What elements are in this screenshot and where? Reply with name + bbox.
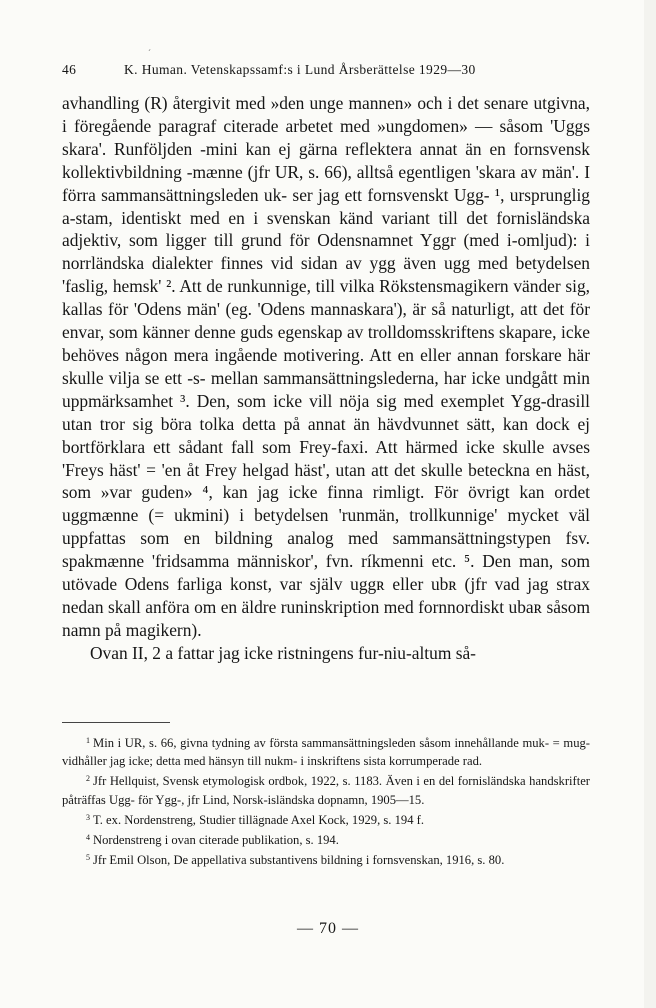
footnote	[62, 849, 590, 869]
footnote-mark: 2	[86, 774, 90, 784]
footnote	[62, 809, 590, 829]
paragraph-main: avhandling (R) återgivit med »den unge mannen» och i det senare utgivna, i föregående paragraf citerade arbetet med »ungdomen» — såsom 'Uggs skara'. Runföljden -mini kan ej gärna reflektera annat än en fornsvensk kollektivbildning -mænne (jfr UR, s. 66), alltså egentligen 'skara av män'. I förra sammansättningsleden uk- ser jag ett fornsvenskt Ugg- ¹, ursprunglig a-stam, identiskt med en i svenskan känd variant till det fornisländska adjektiv, som ligger till grund för Odensnamnet Yggr (med i-omljud): i norrländska dialekter finnes vid sidan av ygg även ugg med betydelsen 'faslig, hemsk' ². Att de runkunnige, till vilka Rökstensmagikern vänder sig, kallas för 'Odens män' (eg. 'Odens mannaskara'), är så naturligt, att det för envar, som känner denne guds egenskap av trolldomsskriftens skapare, icke behöves någon mera ingående motivering. Att en eller annan forskare här skulle vilja se ett -s- mellan sammansättningslederna, har icke undgått min uppmärksamhet ³. Den, som icke vill nöja sig med exemplet Ygg-drasill utan tror sig böra tolka detta på annat än hävdvunnet sätt, kan dock ej bortförklara ett sådant fall som Frey-faxi. Att härmed icke skulle avses 'Freys häst' = 'en åt Frey helgad häst', utan att det skulle beteckna en häst, som »var guden» ⁴, kan jag icke finna rimligt. För övrigt kan ordet uggmænne (= ukmini) i betydelsen 'runmän, trollkunnige' mycket väl uppfattas som en bildning analog med sammansättningstypen fsv. spakmænne 'fridsamma människor', fvn. ríkmenni etc. ⁵. Den man, som utövade Odens farliga konst, var själv uggʀ eller ubʀ (jfr vad jag strax nedan skall anföra om en äldre runinskription med fornnordiskt ubaʀ såsom namn på magikern).	[62, 93, 590, 640]
page-edge	[644, 0, 656, 1008]
footnote-text: Nordenstreng i ovan citerade publikation, s. 194.	[93, 833, 339, 848]
footnote-rule	[62, 722, 170, 723]
running-header	[62, 62, 582, 78]
footnote-text: Min i UR, s. 66, givna tydning av första sammansättningsleden såsom innehållande muk- = mug- vidhåller jag icke; detta med hänsyn till nukm- i inskriftens sista korrumperade rad.	[62, 736, 590, 769]
footnote-mark: 5	[86, 853, 90, 863]
footnote-mark: 3	[86, 812, 90, 822]
page-number: 46	[62, 62, 77, 77]
running-title: K. Human. Vetenskapssamf:s i Lund Årsberättelse 1929—30	[124, 62, 476, 77]
footnote-mark: 4	[86, 833, 90, 843]
paragraph-continuation: Ovan II, 2 a fattar jag icke ristningens fur-niu-altum så-	[90, 642, 476, 663]
print-mark: ´	[148, 48, 151, 58]
main-text	[62, 92, 590, 665]
footnote-text: T. ex. Nordenstreng, Studier tillägnade Axel Kock, 1929, s. 194 f.	[93, 812, 424, 827]
footnote	[62, 732, 590, 770]
footnote-text: Jfr Hellquist, Svensk etymologisk ordbok, 1922, s. 1183. Även i en del fornisländska handskrifter påträffas Ugg- för Ygg-, jfr Lind, Norsk-isländska dopnamn, 1905—15.	[62, 774, 590, 807]
footnote	[62, 829, 590, 849]
footnotes	[62, 732, 590, 869]
footnote	[62, 770, 590, 808]
footnote-text: Jfr Emil Olson, De appellativa substantivens bildning i fornsvenskan, 1916, s. 80.	[93, 853, 505, 868]
page-folio: — 70 —	[297, 920, 359, 937]
footnote-mark: 1	[86, 736, 90, 745]
